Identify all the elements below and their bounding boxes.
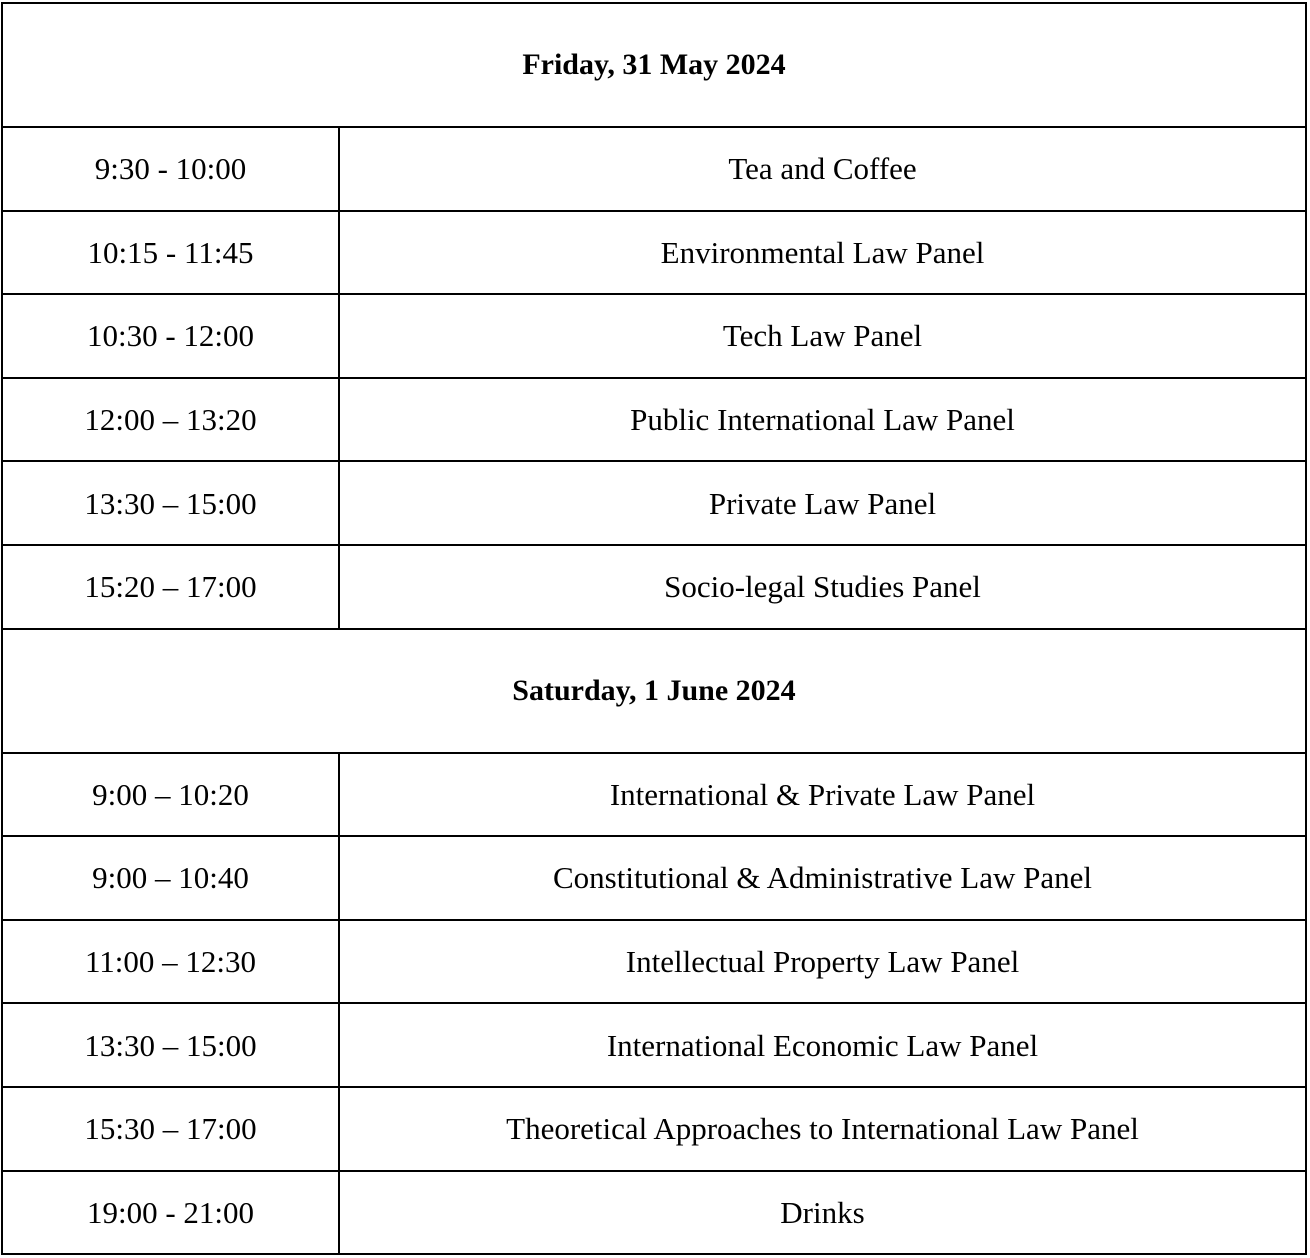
session-event: Tea and Coffee: [339, 127, 1306, 211]
session-row: [2, 127, 1306, 211]
session-row: [2, 920, 1306, 1004]
session-event: Public International Law Panel: [339, 378, 1306, 462]
session-event: Constitutional & Administrative Law Panel: [339, 836, 1306, 920]
session-time: 10:15 - 11:45: [2, 211, 339, 295]
day-heading: Saturday, 1 June 2024: [2, 629, 1306, 753]
session-row: [2, 294, 1306, 378]
session-time: 9:00 – 10:20: [2, 753, 339, 837]
session-row: [2, 211, 1306, 295]
session-time: 10:30 - 12:00: [2, 294, 339, 378]
session-time: 13:30 – 15:00: [2, 461, 339, 545]
session-row: [2, 836, 1306, 920]
session-time: 9:30 - 10:00: [2, 127, 339, 211]
session-row: [2, 1003, 1306, 1087]
session-time: 13:30 – 15:00: [2, 1003, 339, 1087]
day-heading-row: [2, 629, 1306, 753]
session-time: 15:20 – 17:00: [2, 545, 339, 629]
session-time: 11:00 – 12:30: [2, 920, 339, 1004]
session-event: Drinks: [339, 1171, 1306, 1255]
session-event: Intellectual Property Law Panel: [339, 920, 1306, 1004]
schedule-table: [1, 2, 1307, 1255]
schedule-body: [2, 3, 1306, 1254]
session-event: International & Private Law Panel: [339, 753, 1306, 837]
session-row: [2, 753, 1306, 837]
session-time: 19:00 - 21:00: [2, 1171, 339, 1255]
session-row: [2, 461, 1306, 545]
session-row: [2, 1171, 1306, 1255]
day-heading-row: [2, 3, 1306, 127]
session-event: Environmental Law Panel: [339, 211, 1306, 295]
session-time: 9:00 – 10:40: [2, 836, 339, 920]
session-row: [2, 1087, 1306, 1171]
day-heading: Friday, 31 May 2024: [2, 3, 1306, 127]
session-event: Socio-legal Studies Panel: [339, 545, 1306, 629]
session-row: [2, 545, 1306, 629]
session-event: Private Law Panel: [339, 461, 1306, 545]
session-event: Theoretical Approaches to International Law Panel: [339, 1087, 1306, 1171]
session-event: International Economic Law Panel: [339, 1003, 1306, 1087]
session-row: [2, 378, 1306, 462]
session-event: Tech Law Panel: [339, 294, 1306, 378]
session-time: 12:00 – 13:20: [2, 378, 339, 462]
session-time: 15:30 – 17:00: [2, 1087, 339, 1171]
